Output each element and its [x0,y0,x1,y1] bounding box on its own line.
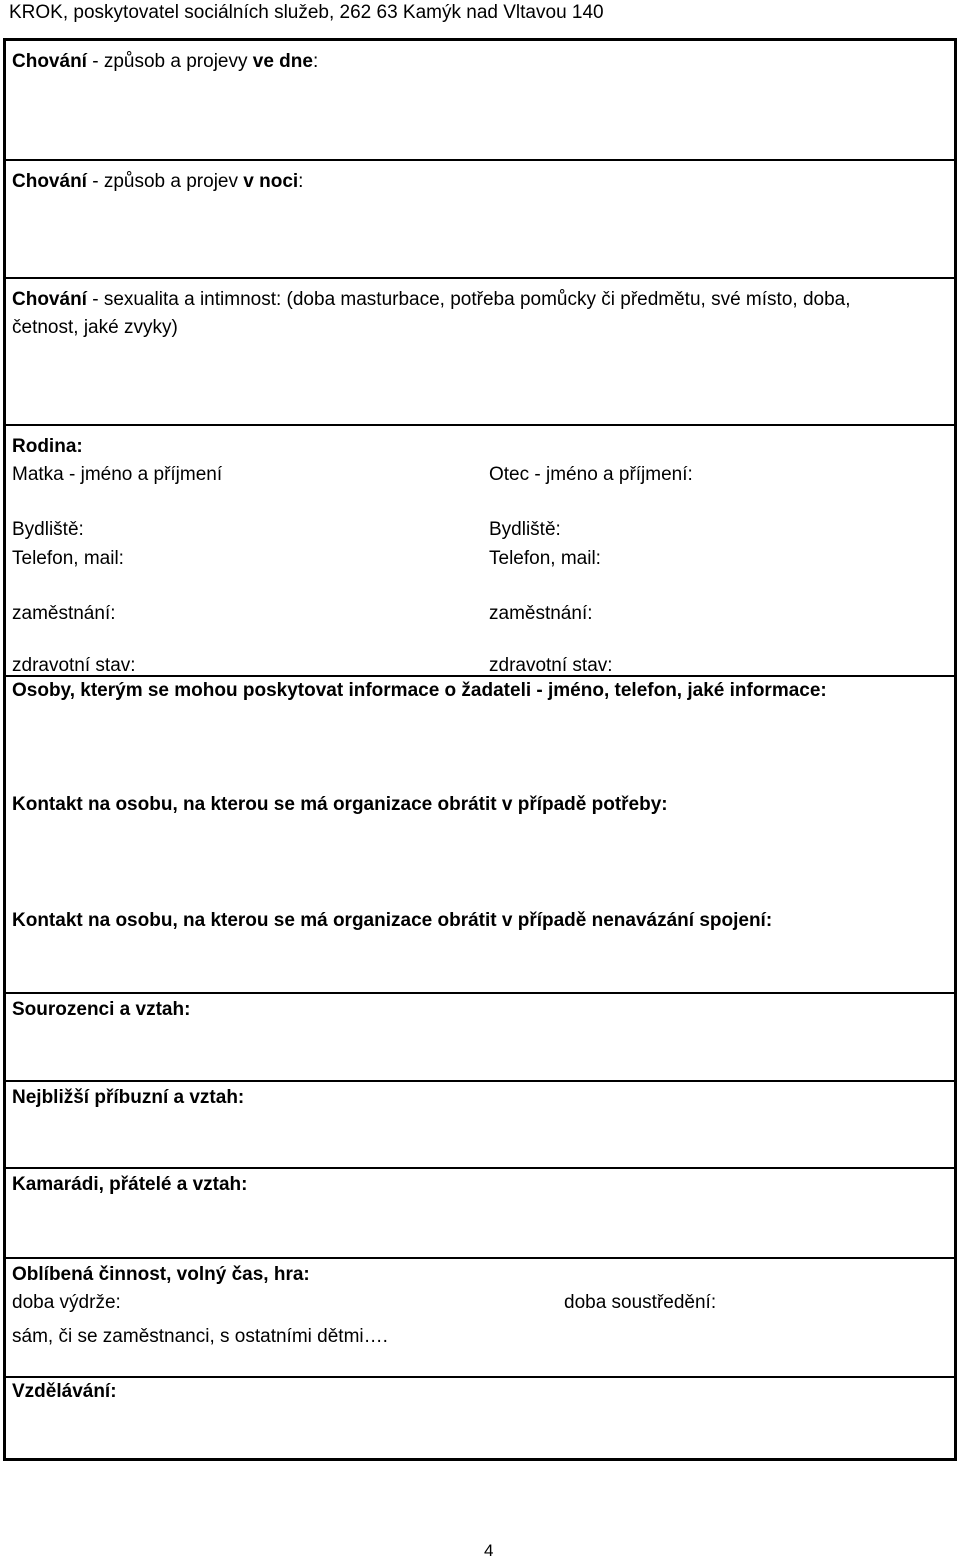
education-label: Vzdělávání: [12,1381,117,1402]
section-relatives [6,1080,954,1167]
father-job-label: zaměstnání: [489,603,593,624]
section-siblings [6,992,954,1080]
family-title: Rodina: [12,436,83,457]
page-number: 4 [484,1541,494,1560]
section-contact-need [6,787,954,904]
leisure-title: Oblíbená činnost, volný čas, hra: [12,1264,310,1285]
section-family [6,424,954,675]
section-behavior-day [6,41,954,159]
behavior-sexuality-label-line2: četnost, jaké zvyky) [12,317,178,338]
section-behavior-sexuality [6,277,954,424]
behavior-day-label: Chování - způsob a projevy ve dne: [12,51,319,72]
siblings-label: Sourozenci a vztah: [12,999,191,1020]
father-phone-label: Telefon, mail: [489,548,601,569]
mother-name-label: Matka - jméno a příjmení [12,464,223,485]
friends-label: Kamarádi, přátelé a vztah: [12,1174,248,1195]
father-name-label: Otec - jméno a příjmení: [489,464,693,485]
section-friends [6,1167,954,1257]
mother-phone-label: Telefon, mail: [12,548,124,569]
section-leisure [6,1257,954,1376]
father-health-label: zdravotní stav: [489,655,613,676]
mother-job-label: zaměstnání: [12,603,116,624]
section-education [6,1376,954,1458]
contact-need-label: Kontakt na osobu, na kterou se má organizace obrátit v případě potřeby: [12,794,668,815]
mother-health-label: zdravotní stav: [12,655,136,676]
info-persons-label: Osoby, kterým se mohou poskytovat informace o žadateli - jméno, telefon, jaké informace: [12,680,827,701]
focus-label: doba soustředění: [564,1292,717,1313]
behavior-sexuality-label: Chování - sexualita a intimnost: (doba masturbace, potřeba pomůcky či předmětu, své místo, doba, [12,289,851,310]
contact-lost-label: Kontakt na osobu, na kterou se má organizace obrátit v případě nenavázání spojení: [12,910,773,931]
mother-residence-label: Bydliště: [12,519,84,540]
endurance-label: doba výdrže: [12,1292,121,1313]
relatives-label: Nejbližší příbuzní a vztah: [12,1087,245,1108]
father-residence-label: Bydliště: [489,519,561,540]
section-info-persons [6,675,954,787]
form-frame [3,38,957,1461]
section-contact-lost [6,904,954,995]
with-whom-label: sám, či se zaměstnanci, s ostatními dětmi…. [12,1326,388,1347]
behavior-night-label: Chování - způsob a projev v noci: [12,171,304,192]
section-behavior-night [6,159,954,277]
document-header: KROK, poskytovatel sociálních služeb, 262 63 Kamýk nad Vltavou 140 [9,2,604,23]
